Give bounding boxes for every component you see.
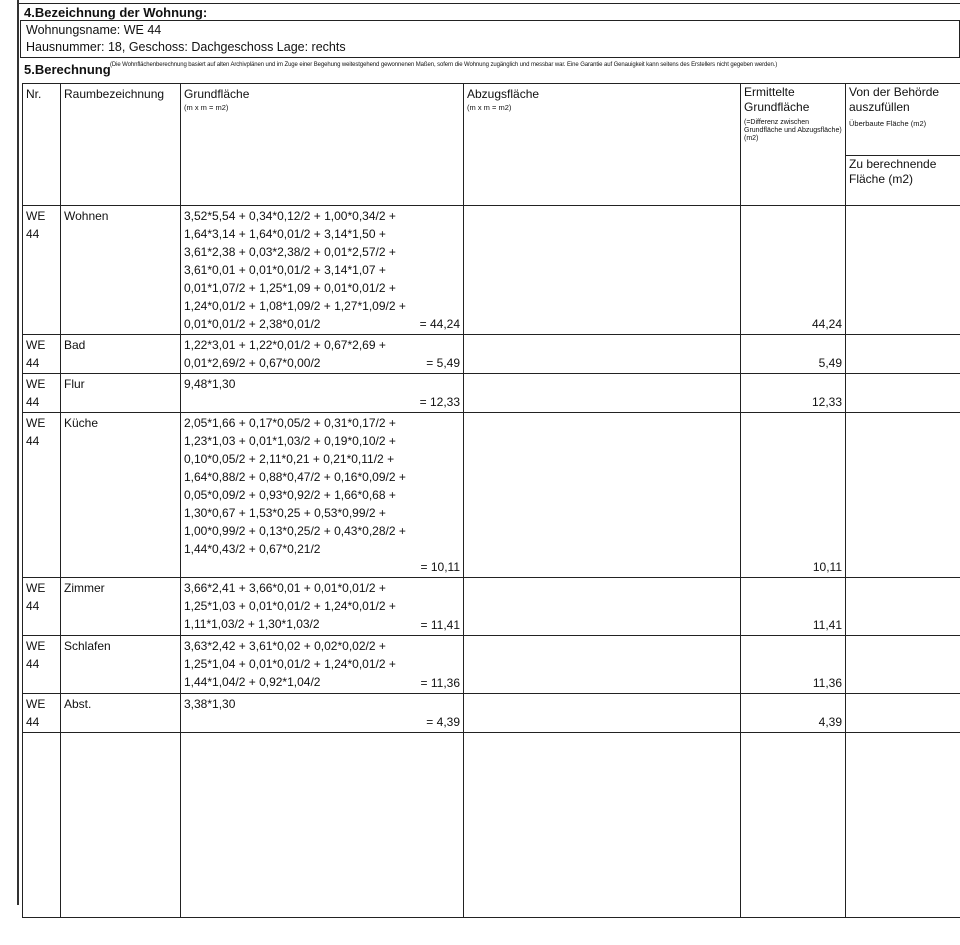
row-nr: WE 44 <box>23 206 61 335</box>
table-row <box>23 413 960 578</box>
row-behoerde <box>846 578 960 636</box>
header-erm-label: Ermittelte Grundfläche <box>744 85 810 114</box>
row-nr: WE 44 <box>23 636 61 694</box>
table-row <box>23 578 960 636</box>
row-result: = 5,49 <box>426 356 460 370</box>
disclaimer-note: (Die Wohnflächenberechnung basiert auf alten Archivplänen und im Zuge einer Begehung weitestgehend gewonnenen Maßen, sofern die Wohnung zugänglich und messbar war. Eine Garantie auf Genauigkeit kann seitens des Erstellers nicht gegeben werden.) <box>110 62 778 68</box>
row-result: = 10,11 <box>420 560 460 574</box>
row-formula: 3,66*2,41 + 3,66*0,01 + 0,01*0,01/2 + 1,25*1,03 + 0,01*0,01/2 + 1,24*0,01/2 + 1,11*1,03/2 + 1,30*1,03/2 <box>184 581 396 631</box>
row-result: = 12,33 <box>419 395 460 409</box>
header-abzug-unit: (m x m = m2) <box>467 103 512 112</box>
row-behoerde <box>846 694 960 733</box>
row-result: = 11,41 <box>420 618 460 632</box>
row-area: 11,36 <box>741 636 846 694</box>
section-4-title: 4.Bezeichnung der Wohnung: <box>24 5 208 20</box>
table-row <box>23 694 960 733</box>
row-formula-cell <box>181 335 464 374</box>
row-area: 4,39 <box>741 694 846 733</box>
header-ueberbaut: Überbaute Fläche (m2) <box>849 119 927 128</box>
row-formula-cell <box>181 374 464 413</box>
row-abzug <box>464 374 741 413</box>
apartment-box <box>20 20 960 58</box>
table-row <box>23 206 960 335</box>
header-abzug <box>464 84 741 206</box>
table-row <box>23 636 960 694</box>
header-grund <box>181 84 464 206</box>
row-formula-cell <box>181 413 464 578</box>
header-raum: Raumbezeichnung <box>61 84 181 206</box>
row-formula: 3,38*1,30 <box>184 697 236 711</box>
top-border <box>18 0 960 4</box>
row-area: 10,11 <box>741 413 846 578</box>
header-zu-berechnen: Zu berechnende Fläche (m2) <box>846 156 960 206</box>
row-behoerde <box>846 636 960 694</box>
header-grund-label: Grundfläche <box>184 87 250 101</box>
row-raum: Abst. <box>61 694 181 733</box>
row-raum: Schlafen <box>61 636 181 694</box>
row-nr: WE 44 <box>23 374 61 413</box>
header-grund-unit: (m x m = m2) <box>184 103 229 112</box>
row-raum: Bad <box>61 335 181 374</box>
row-formula-cell <box>181 578 464 636</box>
row-area: 5,49 <box>741 335 846 374</box>
header-nr: Nr. <box>23 84 61 206</box>
row-area: 11,41 <box>741 578 846 636</box>
section-5-title: 5.Berechnung <box>24 62 111 77</box>
row-abzug <box>464 335 741 374</box>
row-nr: WE 44 <box>23 578 61 636</box>
row-abzug <box>464 636 741 694</box>
row-formula: 1,22*3,01 + 1,22*0,01/2 + 0,67*2,69 + 0,01*2,69/2 + 0,67*0,00/2 <box>184 338 386 370</box>
row-result: = 44,24 <box>419 317 460 331</box>
row-behoerde <box>846 335 960 374</box>
header-behoerde-label: Von der Behörde auszufüllen <box>849 85 940 114</box>
row-result: = 4,39 <box>426 715 460 729</box>
header-abzug-label: Abzugsfläche <box>467 87 540 101</box>
row-raum: Küche <box>61 413 181 578</box>
row-abzug <box>464 413 741 578</box>
row-formula-cell <box>181 694 464 733</box>
apartment-name: Wohnungsname: WE 44 <box>26 23 162 37</box>
row-behoerde <box>846 374 960 413</box>
row-raum: Wohnen <box>61 206 181 335</box>
row-raum: Flur <box>61 374 181 413</box>
row-result: = 11,36 <box>420 676 460 690</box>
row-abzug <box>464 206 741 335</box>
row-behoerde <box>846 206 960 335</box>
calculation-table <box>22 83 960 918</box>
apartment-address: Hausnummer: 18, Geschoss: Dachgeschoss Lage: rechts <box>26 40 346 54</box>
row-formula: 9,48*1,30 <box>184 377 236 391</box>
table-row <box>23 335 960 374</box>
row-abzug <box>464 694 741 733</box>
row-nr: WE 44 <box>23 335 61 374</box>
row-formula-cell <box>181 636 464 694</box>
row-formula-cell <box>181 206 464 335</box>
empty-row <box>23 733 960 918</box>
table-row <box>23 374 960 413</box>
row-raum: Zimmer <box>61 578 181 636</box>
row-formula: 2,05*1,66 + 0,17*0,05/2 + 0,31*0,17/2 + 1,23*1,03 + 0,01*1,03/2 + 0,19*0,10/2 + 0,10*0,05/2 + 2,11*0,21 + 0,21*0,11/2 + 1,64*0,88/2 + 0,88*0,47/2 + 0,16*0,09/2 + 0,05*0,09/2 + 0,93*0,92/2 + 1,66*0,68 + 1,30*0,67 + 1,53*0,25 + 0,53*0,99/2 + 1,00*0,99/2 + 0,13*0,25/2 + 0,43*0,28/2 + 1,44*0,43/2 + 0,67*0,21/2 <box>184 416 406 556</box>
header-erm-note: (=Differenz zwischen Grundfläche und Abzugsfläche)(m2) <box>744 119 842 142</box>
row-nr: WE 44 <box>23 413 61 578</box>
row-behoerde <box>846 413 960 578</box>
left-border <box>17 0 19 905</box>
header-behoerde <box>846 84 960 156</box>
row-area: 12,33 <box>741 374 846 413</box>
header-ermittelt <box>741 84 846 206</box>
row-area: 44,24 <box>741 206 846 335</box>
row-abzug <box>464 578 741 636</box>
row-nr: WE 44 <box>23 694 61 733</box>
row-formula: 3,52*5,54 + 0,34*0,12/2 + 1,00*0,34/2 + 1,64*3,14 + 1,64*0,01/2 + 3,14*1,50 + 3,61*2,38 + 0,03*2,38/2 + 0,01*2,57/2 + 3,61*0,01 + 0,01*0,01/2 + 3,14*1,07 + 0,01*1,07/2 + 1,25*1,09 + 0,01*0,01/2 + 1,24*0,01/2 + 1,08*1,09/2 + 1,27*1,09/2 + 0,01*0,01/2 + 2,38*0,01/2 <box>184 209 406 331</box>
row-formula: 3,63*2,42 + 3,61*0,02 + 0,02*0,02/2 + 1,25*1,04 + 0,01*0,01/2 + 1,24*0,01/2 + 1,44*1,04/2 + 0,92*1,04/2 <box>184 639 396 689</box>
